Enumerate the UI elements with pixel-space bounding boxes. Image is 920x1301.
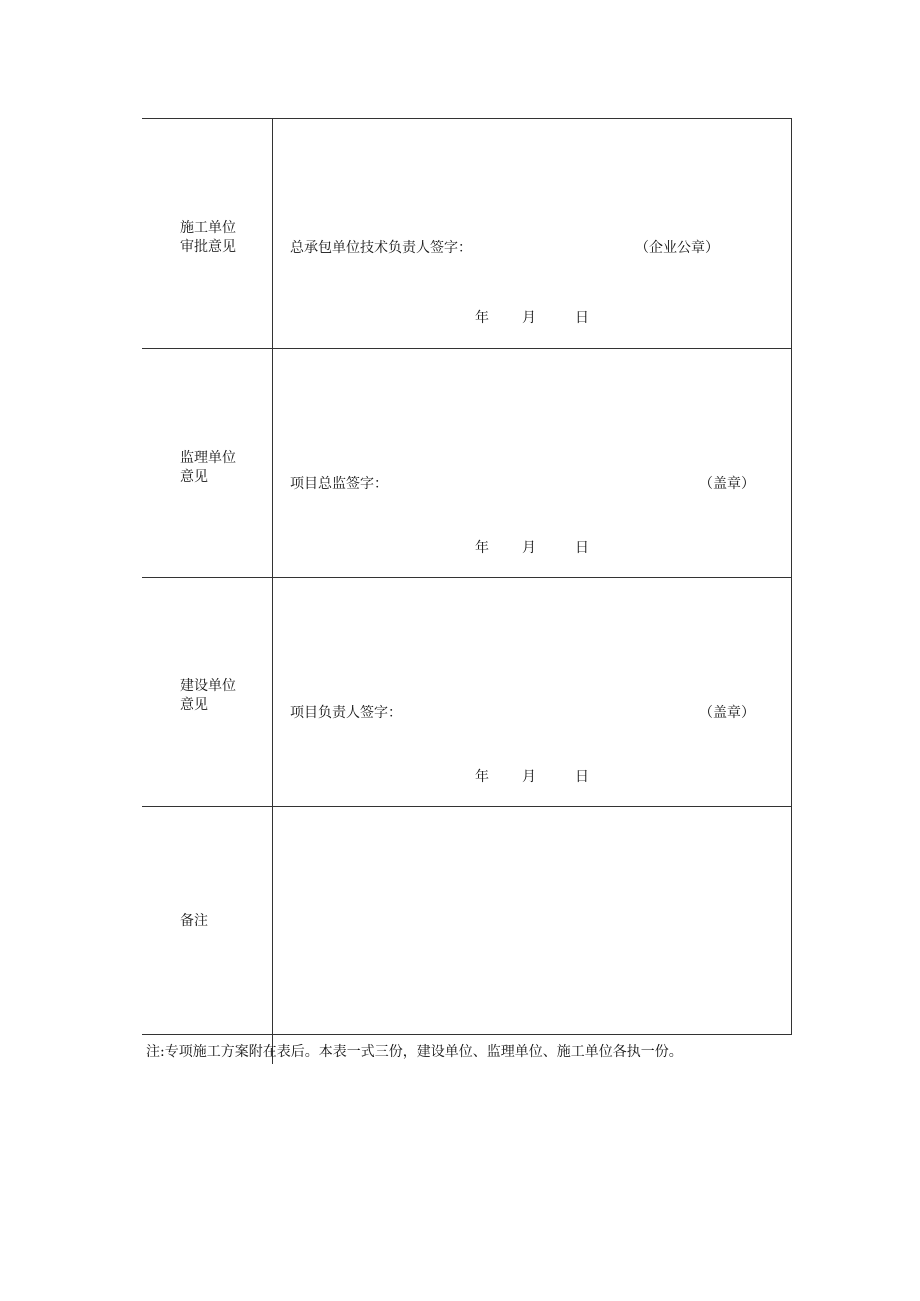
section-label-line2: 意见 [180, 469, 208, 485]
date-day-label: 日 [575, 540, 589, 556]
section-supervision-unit [142, 348, 791, 577]
seal-label: （盖章） [699, 476, 755, 492]
section-label [180, 677, 260, 715]
signature-label: 总承包单位技术负责人签字： [290, 240, 472, 256]
section-label-line1: 建设单位 [180, 678, 236, 694]
footnote: 注:专项施工方案附在表后。本表一式三份，建设单位、监理单位、施工单位各执一份。 [146, 1044, 683, 1060]
section-owner-unit [142, 577, 791, 806]
signature-label: 项目总监签字： [290, 476, 388, 492]
date-month-label: 月 [522, 310, 536, 326]
section-label-line1: 备注 [180, 913, 208, 929]
date-month-label: 月 [522, 769, 536, 785]
approval-form-table [142, 118, 792, 1035]
section-remarks [142, 806, 791, 1036]
date-month-label: 月 [522, 540, 536, 556]
date-year-label: 年 [475, 540, 489, 556]
section-label-line1: 监理单位 [180, 450, 236, 466]
section-label [180, 912, 260, 931]
section-label-line1: 施工单位 [180, 220, 236, 236]
date-day-label: 日 [575, 769, 589, 785]
section-label [180, 449, 260, 487]
section-label-line2: 意见 [180, 697, 208, 713]
signature-label: 项目负责人签字： [290, 705, 402, 721]
section-construction-unit [142, 119, 791, 348]
section-label [180, 219, 260, 257]
date-day-label: 日 [575, 310, 589, 326]
seal-label: （盖章） [699, 705, 755, 721]
date-year-label: 年 [475, 769, 489, 785]
section-label-line2: 审批意见 [180, 239, 236, 255]
seal-label: （企业公章） [635, 240, 719, 256]
date-year-label: 年 [475, 310, 489, 326]
